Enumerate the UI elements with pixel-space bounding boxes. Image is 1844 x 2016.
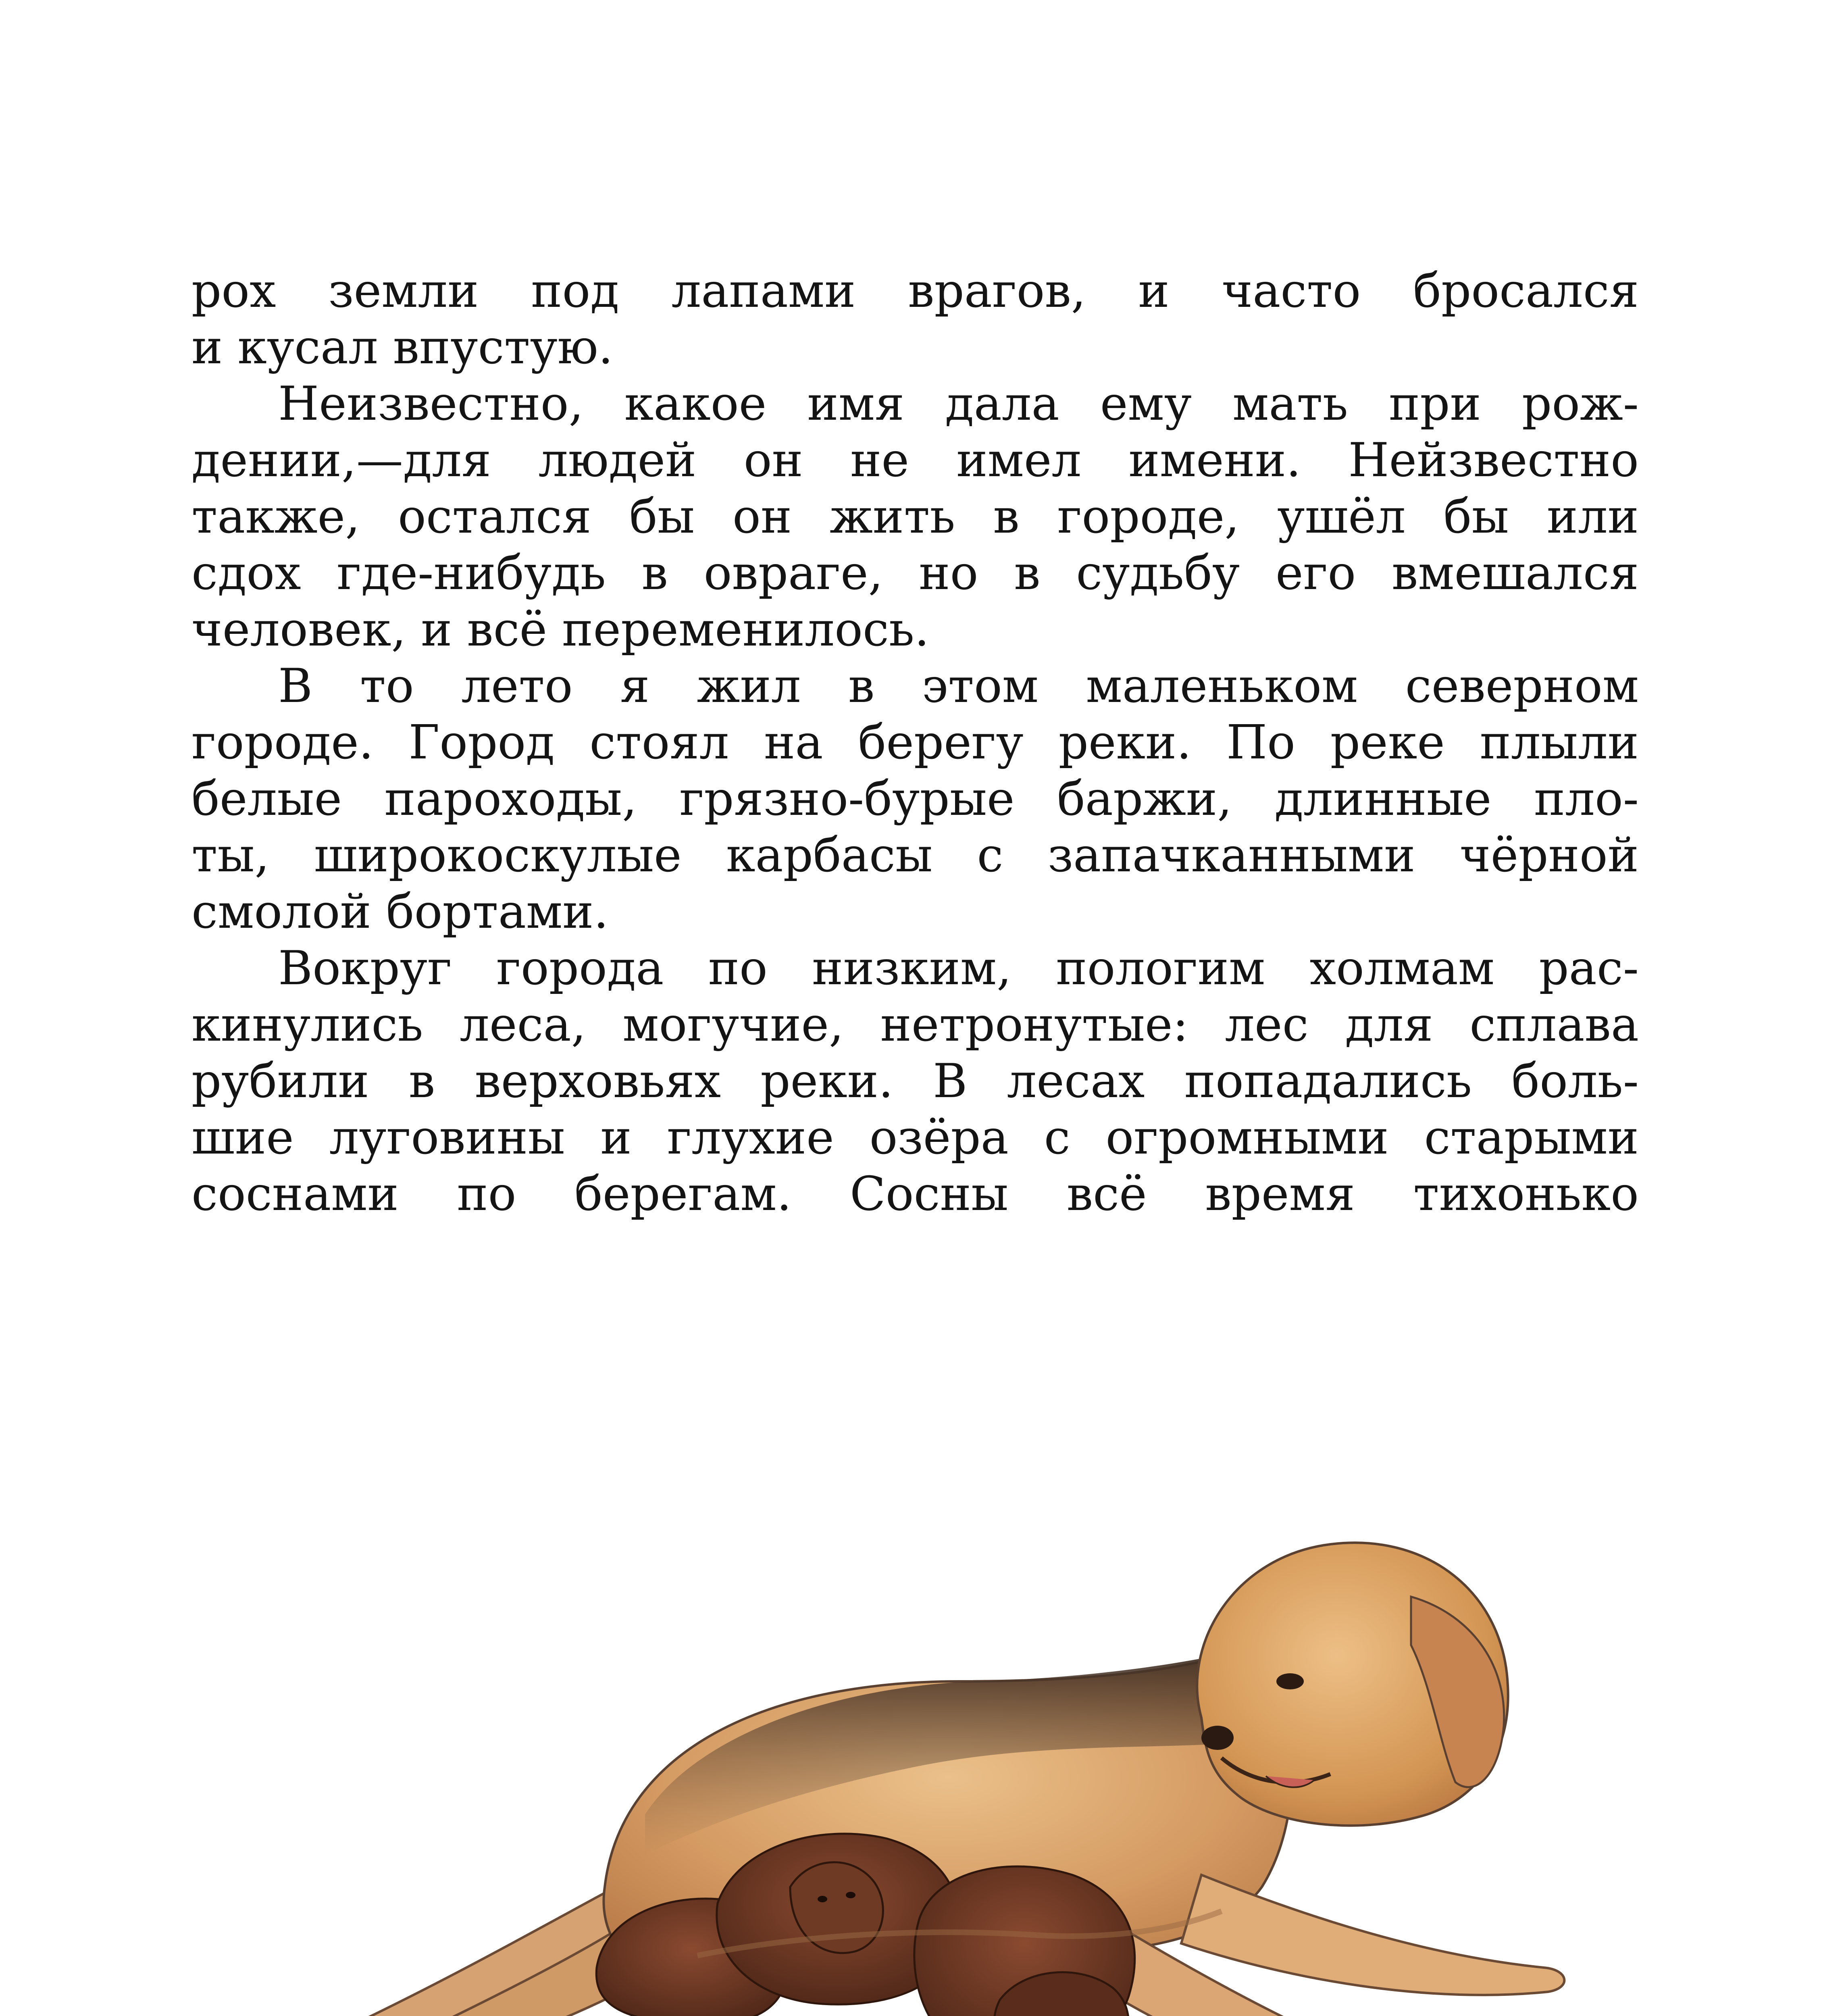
text-line: рох земли под лапами врагов, и часто бросался bbox=[191, 264, 1639, 318]
text-line: рубили в верховьях реки. В лесах попадались боль- bbox=[191, 1054, 1639, 1108]
text-line: соснами по берегам. Сосны всё время тихонько bbox=[191, 1167, 1639, 1221]
text-line: шие луговины и глухие озёра с огромными старыми bbox=[191, 1110, 1639, 1165]
text-line: городе. Город стоял на берегу реки. По реке плыли bbox=[191, 715, 1639, 770]
text-line: Неизвестно, какое имя дала ему мать при рож- bbox=[278, 377, 1639, 431]
text-line: человек, и всё переменилось. bbox=[191, 602, 929, 657]
puppy-eye bbox=[846, 1892, 855, 1898]
dog-illustration-svg bbox=[314, 1492, 1596, 2016]
story-text bbox=[191, 263, 1639, 1223]
text-line: смолой бортами. bbox=[191, 885, 609, 939]
text-line: также, остался бы он жить в городе, ушёл бы или bbox=[191, 489, 1639, 544]
text-line: ты, широкоскулые карбасы с запачканными чёрной bbox=[191, 828, 1639, 883]
text-line: В то лето я жил в этом маленьком северном bbox=[278, 659, 1639, 713]
text-line: и кусал впустую. bbox=[191, 320, 613, 375]
puppy-eye bbox=[818, 1896, 827, 1902]
text-line: Вокруг города по низким, пологим холмам рас- bbox=[278, 941, 1639, 996]
dog-eye bbox=[1276, 1673, 1304, 1689]
text-line: белые пароходы, грязно-бурые баржи, длинные пло- bbox=[191, 772, 1639, 826]
text-line: кинулись леса, могучие, нетронутые: лес для сплава bbox=[191, 998, 1639, 1052]
dog-nose bbox=[1201, 1726, 1234, 1750]
dog-front-leg bbox=[1181, 1875, 1564, 1995]
text-line: дении,—для людей он не имел имени. Нейзвестно bbox=[191, 433, 1639, 487]
text-line: сдох где-нибудь в овраге, но в судьбу его вмешался bbox=[191, 546, 1639, 600]
dog-illustration bbox=[314, 1492, 1596, 2016]
